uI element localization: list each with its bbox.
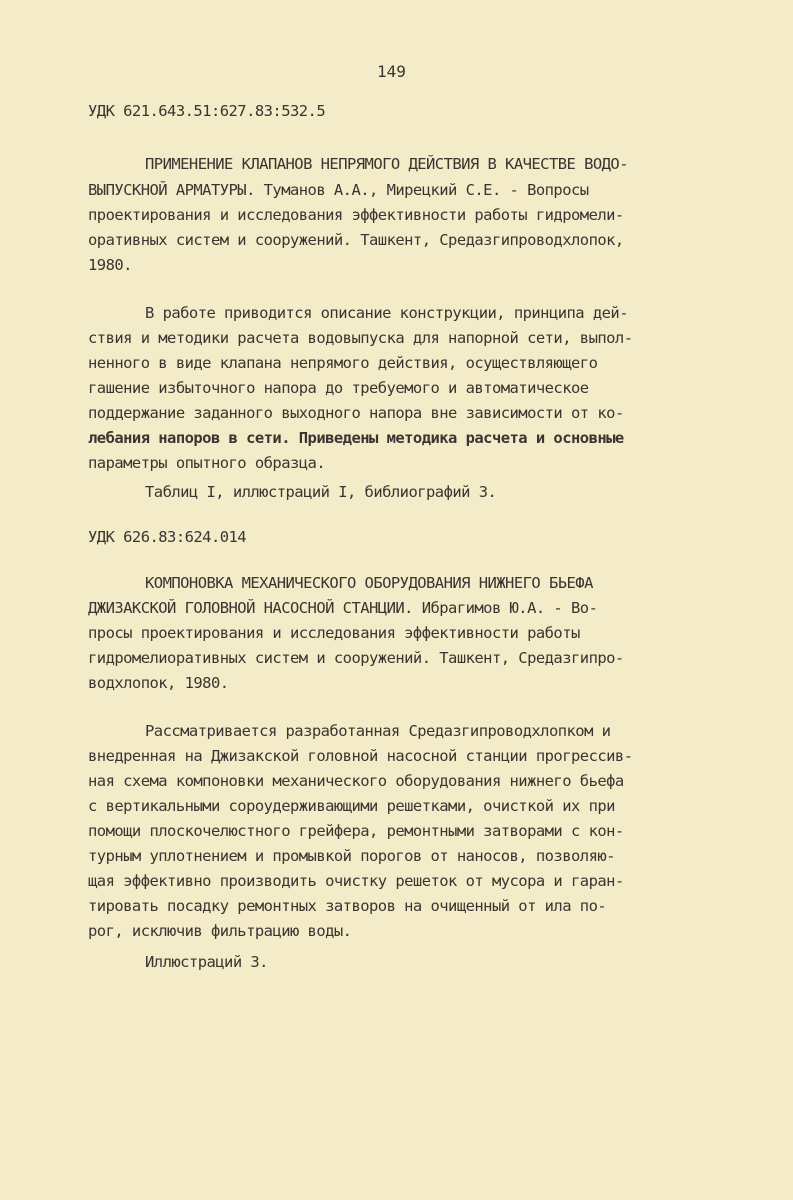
- entry-2-citation-line: водхлопок, 1980.: [88, 674, 229, 692]
- entry-1-citation-line: ВЫПУСКНОЙ АРМАТУРЫ. Туманов А.А., Мирецкий С.Е. - Вопросы: [88, 181, 589, 199]
- entry-2-citation-line: просы проектирования и исследования эффективности работы: [88, 624, 580, 642]
- entry-2-abstract-line: тировать посадку ремонтных затворов на очищенный от ила по-: [88, 897, 607, 915]
- entry-2-abstract-line: щая эффективно производить очистку решеток от мусора и гаран-: [88, 872, 624, 890]
- entry-1-citation-line: ПРИМЕНЕНИЕ КЛАПАНОВ НЕПРЯМОГО ДЕЙСТВИЯ В КАЧЕСТВЕ ВОДО-: [145, 155, 628, 173]
- entry-2-abstract-line: с вертикальными сороудерживающими решетками, очисткой их при: [88, 797, 615, 815]
- entry-2-abstract-line: ная схема компоновки механического оборудования нижнего бьефа: [88, 772, 624, 790]
- entry-2-citation-line: гидромелиоративных систем и сооружений. Ташкент, Средазгипро-: [88, 649, 624, 667]
- entry-1-abstract-line: ненного в виде клапана непрямого действия, осуществляющего: [88, 354, 598, 372]
- entry-2-udc: УДК 626.83:624.014: [88, 528, 247, 546]
- entry-1-abstract-line: гашение избыточного напора до требуемого и автоматическое: [88, 379, 589, 397]
- entry-1-citation-line: оративных систем и сооружений. Ташкент, Средазгипроводхлопок,: [88, 231, 624, 249]
- entry-1-abstract-line: В работе приводится описание конструкции, принципа дей-: [145, 304, 628, 322]
- entry-1-abstract-line: лебания напоров в сети. Приведены методика расчета и основные: [88, 429, 624, 447]
- entry-2-abstract-line: турным уплотнением и промывкой порогов от наносов, позволяю-: [88, 847, 615, 865]
- entry-1-abstract-line: параметры опытного образца.: [88, 454, 326, 472]
- entry-2-citation-line: КОМПОНОВКА МЕХАНИЧЕСКОГО ОБОРУДОВАНИЯ НИЖНЕГО БЬЕФА: [145, 574, 593, 592]
- entry-2-abstract-line: Рассматривается разработанная Средазгипроводхлопком и: [145, 722, 611, 740]
- entry-2-abstract-line: рог, исключив фильтрацию воды.: [88, 922, 352, 940]
- entry-1-abstract-line: поддержание заданного выходного напора вне зависимости от ко-: [88, 404, 624, 422]
- entry-1-citation-line: проектирования и исследования эффективности работы гидромели-: [88, 206, 624, 224]
- entry-1-stats: Таблиц I, иллюстраций I, библиографий 3.: [145, 483, 497, 501]
- entry-1-citation-line: 1980.: [88, 256, 132, 274]
- entry-2-abstract-line: помощи плоскочелюстного грейфера, ремонтными затворами с кон-: [88, 822, 624, 840]
- entry-1-abstract-line: ствия и методики расчета водовыпуска для напорной сети, выпол-: [88, 329, 633, 347]
- entry-1-udc: УДК 621.643.51:627.83:532.5: [88, 102, 326, 120]
- entry-2-citation-line: ДЖИЗАКСКОЙ ГОЛОВНОЙ НАСОСНОЙ СТАНЦИИ. Ибрагимов Ю.А. - Во-: [88, 599, 598, 617]
- entry-2-stats: Иллюстраций 3.: [145, 953, 268, 971]
- entry-2-abstract-line: внедренная на Джизакской головной насосной станции прогрессив-: [88, 747, 633, 765]
- page-number: 149: [377, 62, 406, 81]
